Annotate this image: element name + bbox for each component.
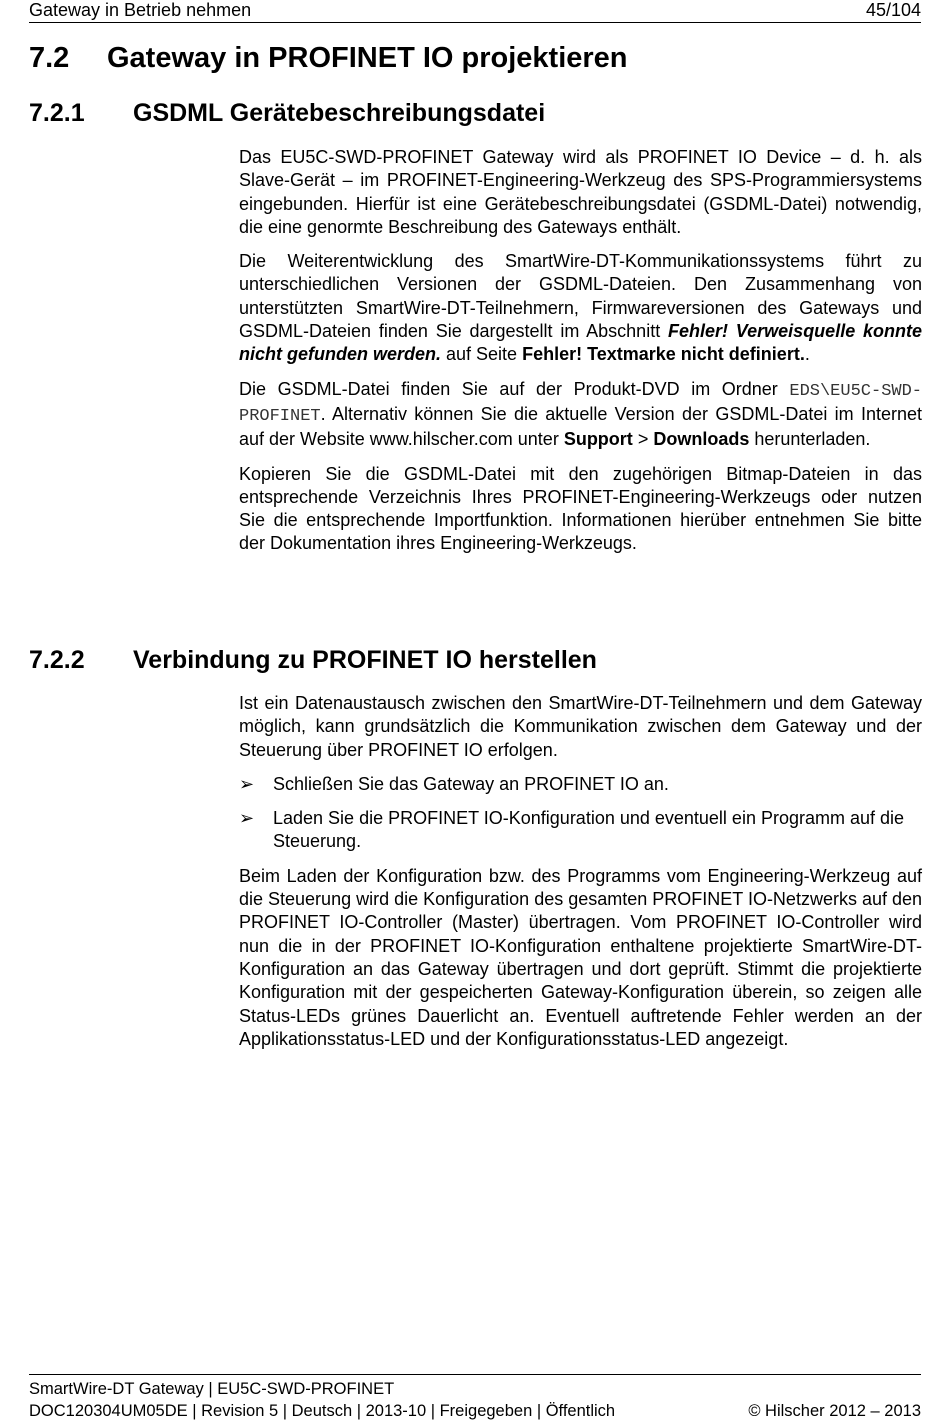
menu-support: Support [563,429,633,450]
footer-product: SmartWire-DT Gateway | EU5C-SWD-PROFINET [29,1380,395,1398]
paragraph-text: herunterladen. [749,429,871,450]
section-title: Gateway in PROFINET IO projektieren [107,42,628,74]
folder-path: EDS\EU5C-SWD-PROFINET [239,381,922,426]
paragraph: Kopieren Sie die GSDML-Datei mit den zugehörigen Bitmap-Dateien in das entsprechende Verzeichnis Ihres PROFINET-Engineering-Werkzeugs oder nutzen Sie die entsprechende Importfunktion. Informationen hierüber entnehmen Sie bitte der Dokumentation ihres Engineering-Werkzeugs. [239,463,922,554]
subsection-number-1: 7.2.1 [29,99,85,127]
paragraph [239,250,922,366]
page-header [29,0,921,23]
header-page-number: 45/104 [865,0,921,20]
cross-reference-error[interactable]: Fehler! Verweisquelle konnte nicht gefunden werden. [239,321,923,365]
paragraph-text: Die GSDML-Datei finden Sie auf der Produkt-DVD im Ordner [239,378,790,399]
paragraph: Ist ein Datenaustausch zwischen den SmartWire-DT-Teilnehmern und dem Gateway möglich, kann grundsätzlich die Kommunikation zwischen dem Gateway und der Steuerung über PROFINET IO erfolgen. [239,693,922,760]
arrow-bullet-icon: ➢ [239,773,255,794]
footer-copyright: © Hilscher 2012 – 2013 [748,1402,921,1420]
list-item-text: Schließen Sie das Gateway an PROFINET IO an. [273,773,669,794]
subsection-body-2 [239,692,922,1062]
footer-document-info: DOC120304UM05DE | Revision 5 | Deutsch | 2013-10 | Freigegeben | Öffentlich [29,1402,616,1420]
section-heading [29,42,628,75]
paragraph-text: . Alternativ können Sie die aktuelle Version der GSDML-Datei im Internet auf der Website www.hilscher.com unter [239,403,922,450]
bookmark-error[interactable]: Fehler! Textmarke nicht definiert. [522,344,805,365]
subsection-title-1: GSDML Gerätebeschreibungsdatei [133,99,546,127]
paragraph-text: Die Weiterentwicklung des SmartWire-DT-Kommunikationssystems führt zu unterschiedlichen Versionen der GSDML-Dateien. Den Zusammenhang von unterstützten SmartWire-DT-Teilnehmern, Firmwareversionen des Gateways und GSDML-Dateien finden Sie dargestellt im Abschnitt [239,251,922,342]
section-number: 7.2 [29,42,70,74]
list-item [239,773,922,796]
list-item-text: Laden Sie die PROFINET IO-Konfiguration und eventuell ein Programm auf die Steuerung. [273,808,905,852]
subsection-heading-2 [29,646,597,675]
subsection-number-2: 7.2.2 [29,646,85,674]
arrow-bullet-icon: ➢ [239,808,255,829]
subsection-heading-1 [29,99,545,128]
list-item [239,807,922,854]
paragraph-text: . [804,344,810,365]
paragraph [239,378,922,452]
paragraph: Beim Laden der Konfiguration bzw. des Programms vom Engineering-Werkzeug auf die Steuerung wird die Konfiguration des gesamten PROFINET IO-Netzwerks auf den PROFINET IO-Controller (Master) übertragen. Vom PROFINET IO-Controller wird nun die in der PROFINET IO-Konfiguration enthaltene projektierte SmartWire-DT-Konfiguration an das Gateway übertragen und dort geprüft. Stimmt die projektierte Konfiguration mit der gespeicherten Gateway-Konfiguration überein, so zeigen alle Status-LEDs grünes Dauerlicht an. Eventuell auftretende Fehler werden an der Applikationsstatus-LED und der Konfigurationsstatus-LED angezeigt. [239,865,923,1049]
subsection-title-2: Verbindung zu PROFINET IO herstellen [133,646,597,674]
paragraph-text: > [632,429,654,450]
menu-downloads: Downloads [653,429,750,450]
paragraph-text: auf Seite [441,344,523,365]
paragraph: Das EU5C-SWD-PROFINET Gateway wird als PROFINET IO Device – d. h. als Slave-Gerät – im PROFINET-Engineering-Werkzeug des SPS-Programmiersystems eingebunden. Hierfür ist eine Gerätebeschreibungsdatei (GSDML-Datei) notwendig, die eine genormte Beschreibung des Gateways enthält. [239,147,922,237]
header-chapter-title: Gateway in Betrieb nehmen [29,0,252,20]
subsection-body-1 [239,146,922,567]
page-footer [29,1374,921,1422]
